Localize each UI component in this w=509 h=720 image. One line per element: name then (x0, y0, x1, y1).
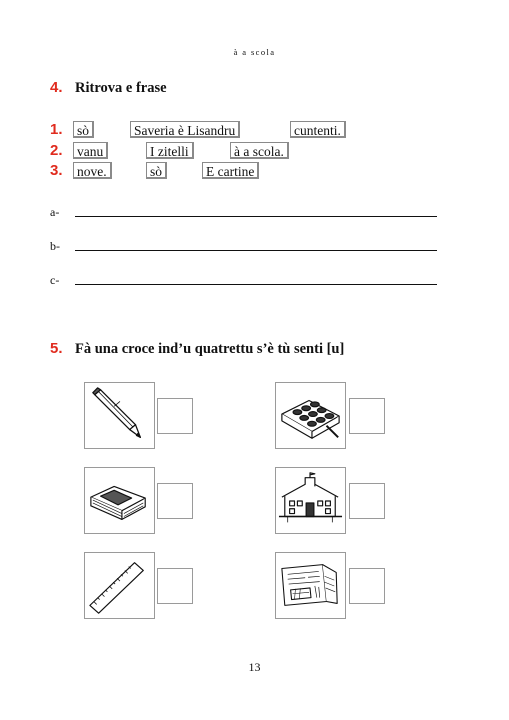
word-box: I zitelli (146, 142, 194, 159)
page-number: 13 (248, 660, 261, 674)
checkbox-book[interactable] (157, 483, 193, 519)
answer-line-label: b- (50, 239, 60, 253)
word-box: cuntenti. (290, 121, 346, 138)
word-box: Saveria è Lisandru (130, 121, 240, 138)
answer-line-c[interactable] (75, 284, 437, 285)
row-3-number: 3. (50, 162, 63, 179)
book-icon (85, 468, 154, 533)
word-box: sò (73, 121, 94, 138)
checkbox-school-house[interactable] (349, 483, 385, 519)
row-2-number: 2. (50, 142, 63, 159)
word-box: E cartine (202, 162, 259, 179)
notebook-picture (275, 552, 346, 619)
row-1-number: 1. (50, 121, 63, 138)
pencil-icon (85, 383, 154, 448)
ruler-icon (85, 553, 154, 618)
checkbox-paint-box[interactable] (349, 398, 385, 434)
answer-line-a[interactable] (75, 216, 437, 217)
paint-box-picture (275, 382, 346, 449)
checkbox-notebook[interactable] (349, 568, 385, 604)
pencil-picture (84, 382, 155, 449)
paint-box-icon (276, 383, 345, 448)
exercise-4-number: 4. (50, 79, 63, 96)
school-house-icon (276, 468, 345, 533)
ruler-picture (84, 552, 155, 619)
exercise-5-number: 5. (50, 340, 63, 357)
exercise-4-title: Ritrova e frase (75, 80, 167, 96)
answer-line-label: c- (50, 273, 60, 287)
exercise-5-title: Fà una croce ind’u quatrettu s’è tù senti [u] (75, 341, 345, 357)
word-box: nove. (73, 162, 112, 179)
word-box: sò (146, 162, 167, 179)
checkbox-pencil[interactable] (157, 398, 193, 434)
answer-line-label: a- (50, 205, 60, 219)
checkbox-ruler[interactable] (157, 568, 193, 604)
book-picture (84, 467, 155, 534)
word-box: à a scola. (230, 142, 289, 159)
running-header: à a scola (233, 47, 276, 57)
notebook-icon (276, 553, 345, 618)
word-box: vanu (73, 142, 108, 159)
school-house-picture (275, 467, 346, 534)
answer-line-b[interactable] (75, 250, 437, 251)
